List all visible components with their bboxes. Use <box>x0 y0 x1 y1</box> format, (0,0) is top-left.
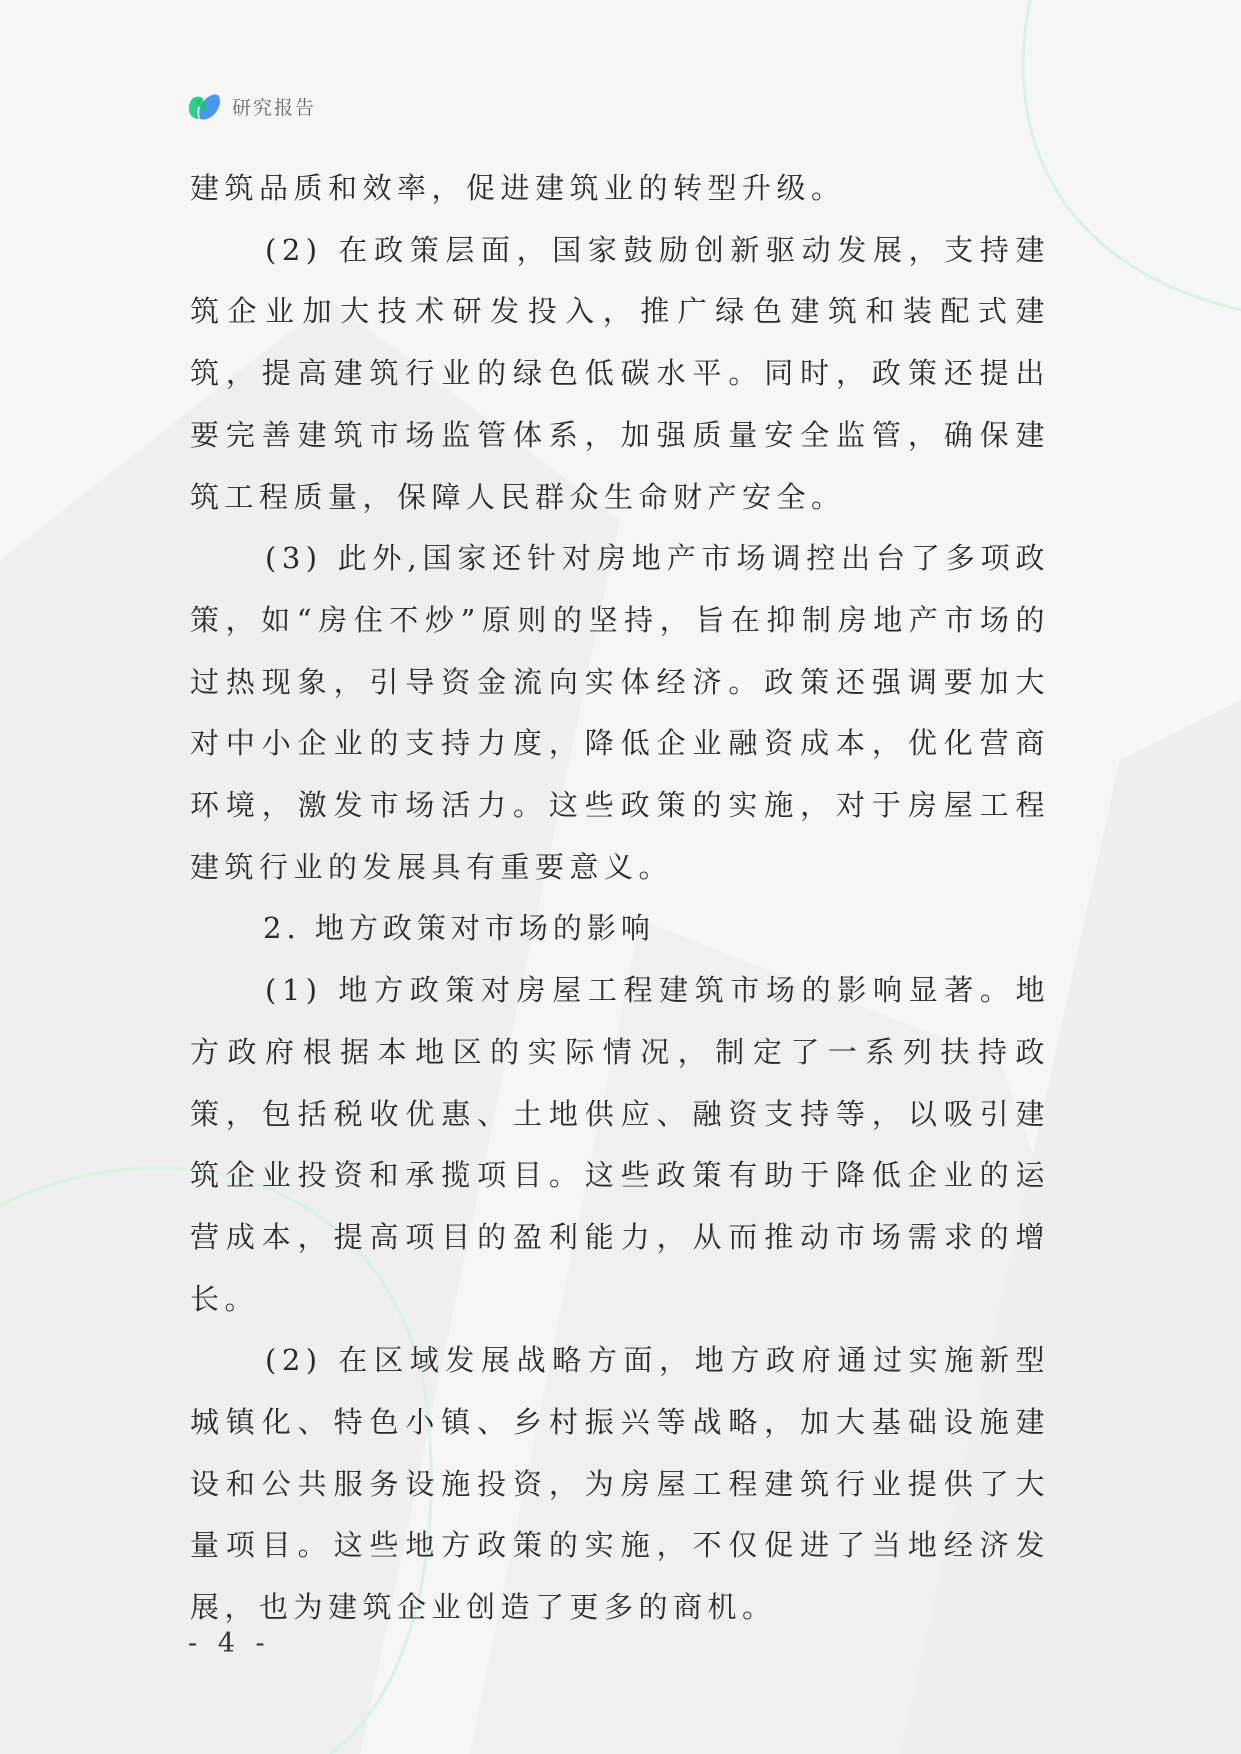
page-number: - 4 - <box>188 1628 271 1659</box>
brand-leaf-logo-icon <box>186 89 222 123</box>
report-header <box>186 86 316 126</box>
decorative-arc-top-right <box>1023 0 1241 310</box>
report-header-title: 研究报告 <box>232 96 317 119</box>
section-heading-local-policy: 2. 地方政策对市场的影响 <box>263 911 655 946</box>
paragraph-local-policy-2: (2) 在区域发展战略方面，地方政府通过实施新型城镇化、特色小镇、乡村振兴等战略，加大基础设施建设和公共服务设施投资，为房屋工程建筑行业提供了大量项目。这些地方政策的实施，不仅促进了当地经济发展，也为建筑企业创造了更多的商机。 <box>190 1343 1050 1625</box>
main-content <box>190 158 1050 1639</box>
paragraph-national-policy-2: (2) 在政策层面，国家鼓励创新驱动发展，支持建筑企业加大技术研发投入，推广绿色建筑和装配式建筑，提高建筑行业的绿色低碳水平。同时，政策还提出要完善建筑市场监管体系，加强质量安全监管，确保建筑工程质量，保障人民群众生命财产安全。 <box>190 232 1050 514</box>
paragraph-national-policy-3: (3) 此外,国家还针对房地产市场调控出台了多项政策，如“房住不炒”原则的坚持，旨在抑制房地产市场的过热现象，引导资金流向实体经济。政策还强调要加大对中小企业的支持力度，降低企业融资成本，优化营商环境，激发市场活力。这些政策的实施，对于房屋工程建筑行业的发展具有重要意义。 <box>190 541 1050 884</box>
paragraph-continuation: 建筑品质和效率，促进建筑业的转型升级。 <box>190 171 846 205</box>
paragraph-local-policy-1: (1) 地方政策对房屋工程建筑市场的影响显著。地方政府根据本地区的实际情况，制定了一系列扶持政策，包括税收优惠、土地供应、融资支持等，以吸引建筑企业投资和承揽项目。这些政策有助于降低企业的运营成本，提高项目的盈利能力，从而推动市场需求的增长。 <box>190 973 1050 1316</box>
